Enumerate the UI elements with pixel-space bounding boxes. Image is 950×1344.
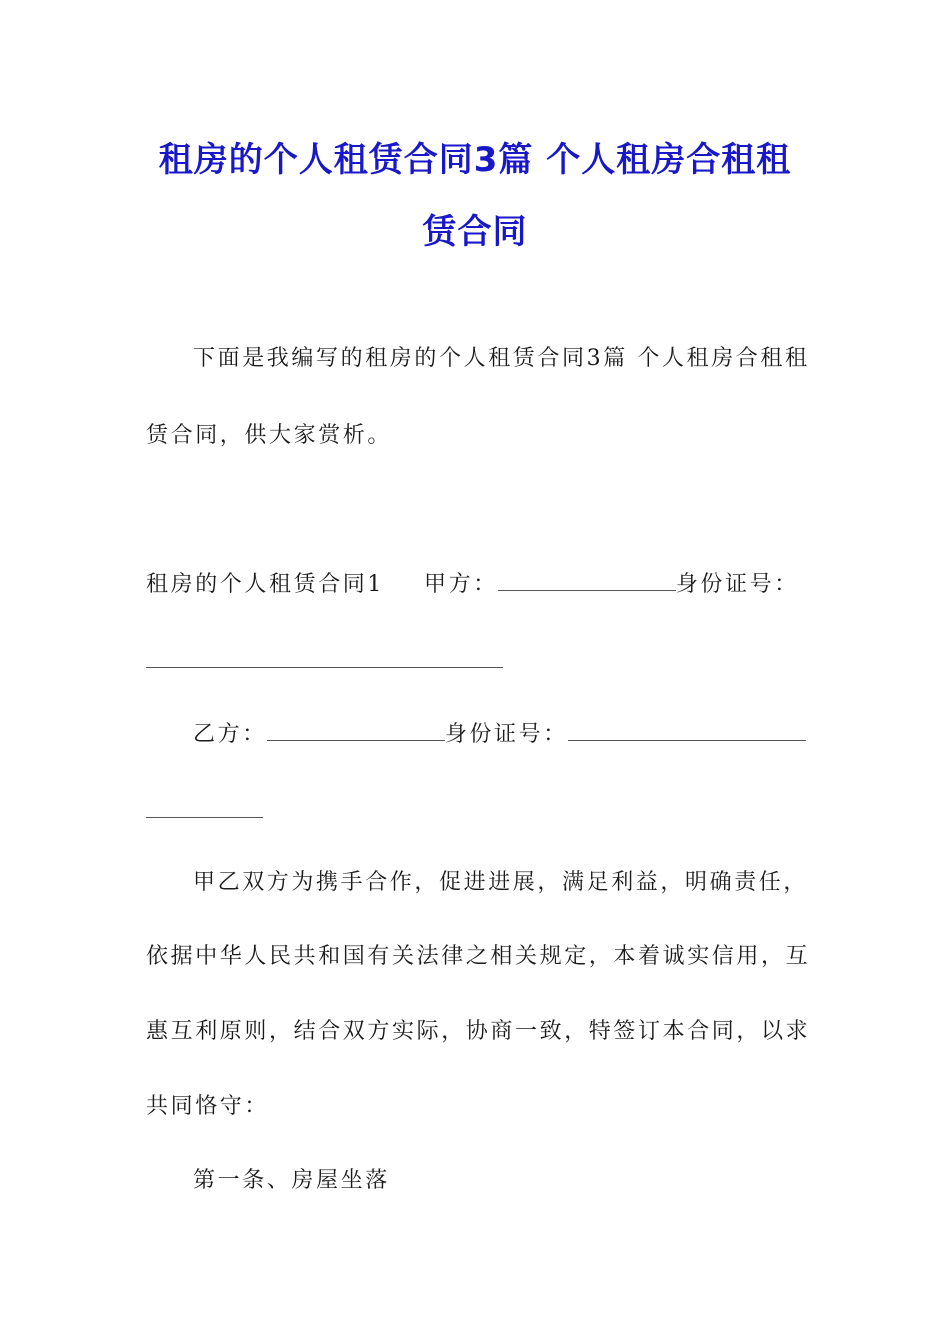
party-b-name-blank bbox=[267, 718, 445, 741]
party-a-id-label: 身份证号： bbox=[675, 572, 799, 597]
party-b-id-label: 身份证号： bbox=[444, 722, 568, 747]
intro-text-line-2: 赁合同，供大家赏析。 bbox=[146, 423, 393, 448]
party-a-id-blank bbox=[146, 667, 503, 668]
party-b-row bbox=[193, 718, 806, 750]
intro-text-line-1: 下面是我编写的租房的个人租赁合同3篇 个人租房合租租 bbox=[193, 346, 810, 371]
article-1-heading: 第一条、房屋坐落 bbox=[193, 1168, 390, 1193]
party-b-id-blank bbox=[568, 718, 806, 741]
agreement-line-3: 惠互利原则，结合双方实际，协商一致，特签订本合同，以求 bbox=[146, 1019, 811, 1044]
party-b-label: 乙方： bbox=[193, 722, 267, 747]
agreement-line-4: 共同恪守： bbox=[146, 1094, 270, 1119]
document-title-line-1: 租房的个人租赁合同3篇 个人租房合租租 bbox=[158, 140, 792, 180]
party-a-name-blank bbox=[498, 568, 676, 591]
agreement-line-1: 甲乙双方为携手合作，促进进展，满足利益，明确责任， bbox=[193, 870, 809, 895]
party-a-label: 甲方： bbox=[424, 572, 498, 597]
party-b-id-blank-continued bbox=[146, 817, 263, 818]
agreement-line-2: 依据中华人民共和国有关法律之相关规定，本着诚实信用，互 bbox=[146, 944, 811, 969]
party-a-row bbox=[146, 568, 799, 600]
contract-heading: 租房的个人租赁合同1 bbox=[146, 572, 384, 597]
document-title-line-2: 赁合同 bbox=[422, 212, 528, 252]
